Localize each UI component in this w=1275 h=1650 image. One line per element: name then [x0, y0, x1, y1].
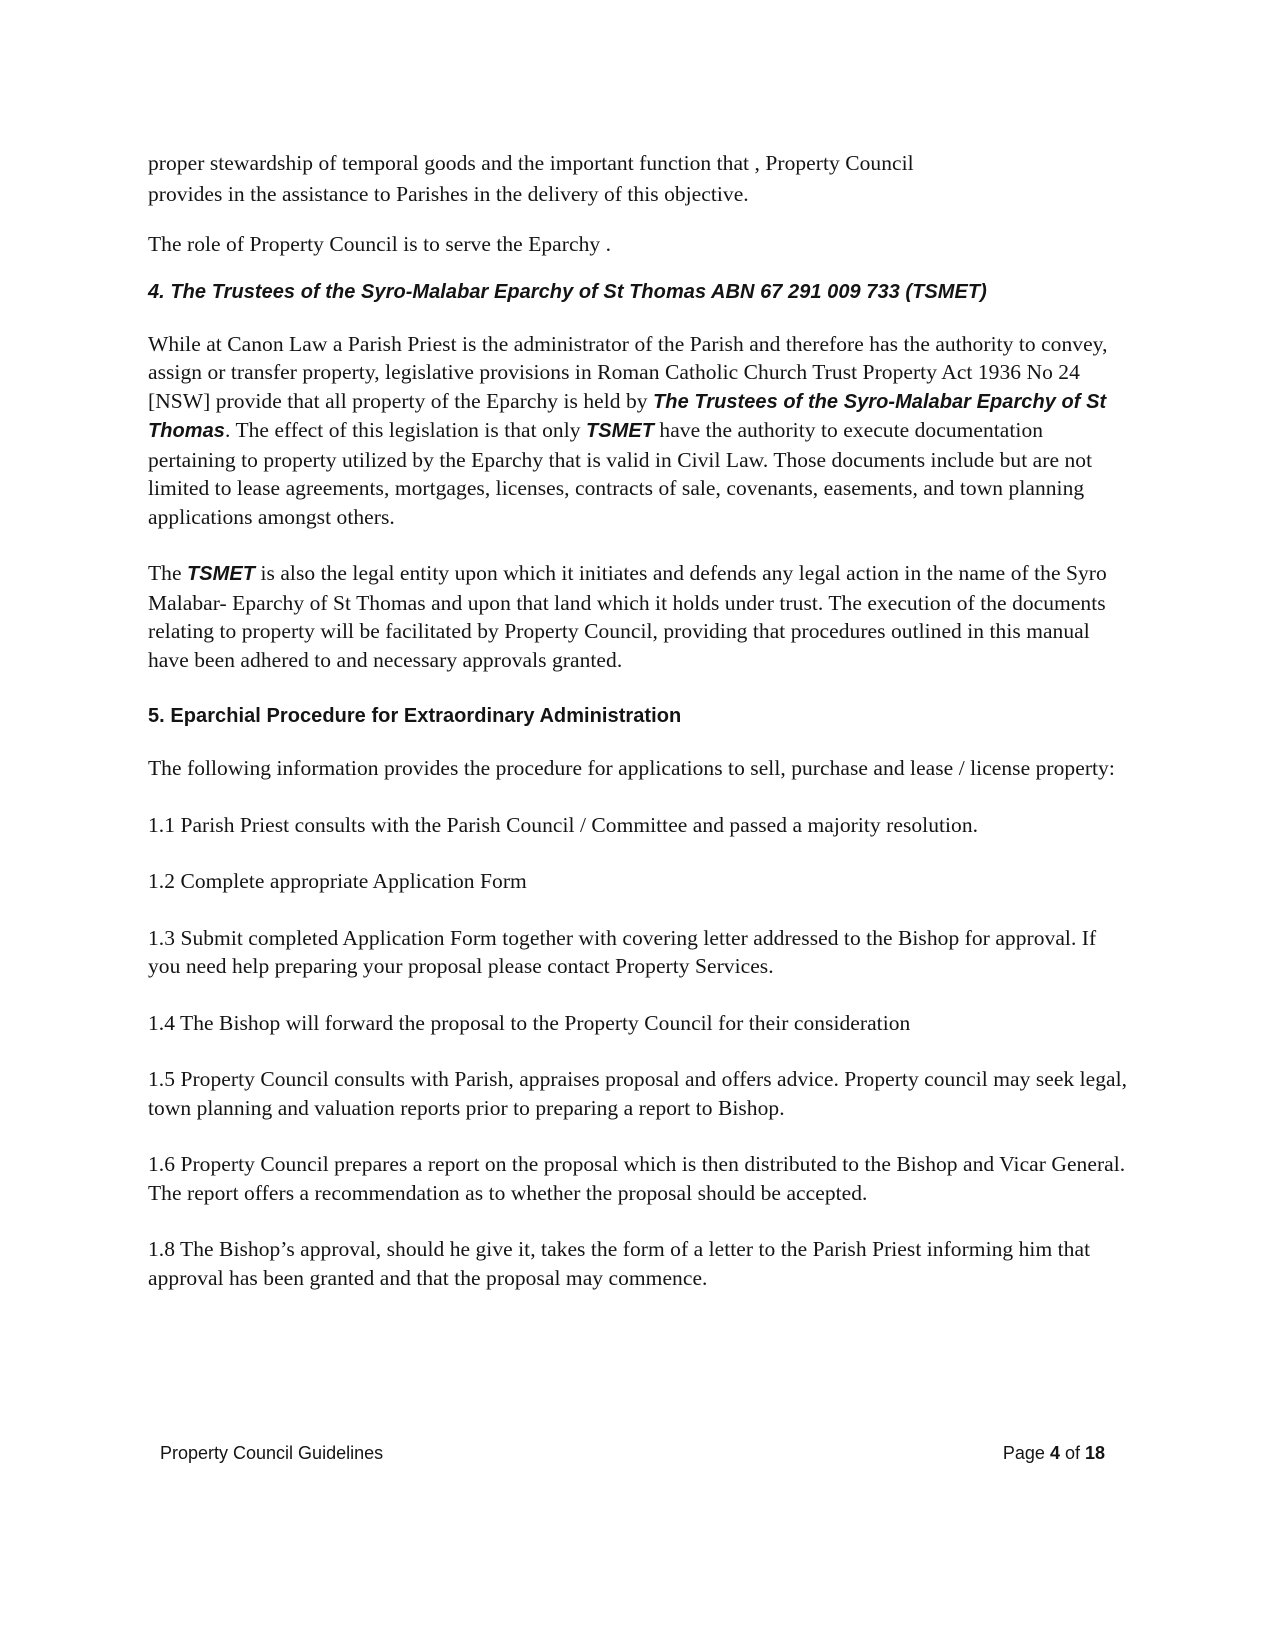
procedure-step: 1.4 The Bishop will forward the proposal to the Property Council for their consideration: [148, 1010, 911, 1035]
procedure-intro: The following information provides the procedure for applications to sell, purchase and lease / license property:: [148, 756, 1115, 780]
section-4-heading: 4. The Trustees of the Syro-Malabar Eparchy of St Thomas ABN 67 291 009 733 (TSMET): [148, 280, 987, 303]
section-5-heading: 5. Eparchial Procedure for Extraordinary Administration: [148, 705, 682, 727]
tsmet-p1-text-2: . The effect of this legislation is that only: [224, 418, 586, 442]
procedure-step: 1.6 Property Council prepares a report on the proposal which is then distributed to the Bishop and Vicar General. The report offers a recommendation as to whether the proposal should be accepted.: [148, 1152, 1126, 1205]
intro-line-1: proper stewardship of temporal goods and the important function that , Property Council: [148, 151, 914, 175]
intro-paragraph: [148, 148, 1133, 210]
tsmet-paragraph-1: [148, 330, 1133, 532]
trustees-name-emphasis: The Trustees of the Syro-Malabar Eparchy of St Thomas: [148, 390, 1107, 442]
procedure-step: 1.8 The Bishop’s approval, should he give it, takes the form of a letter to the Parish Priest informing him that approval has been granted and that the proposal may commence.: [148, 1237, 1091, 1290]
role-paragraph: The role of Property Council is to serve the Eparchy .: [148, 232, 612, 256]
procedure-step: 1.5 Property Council consults with Parish, appraises proposal and offers advice. Property council may seek legal, town planning and valuation reports prior to preparing a report to Bishop.: [148, 1067, 1128, 1120]
procedure-step: 1.2 Complete appropriate Application Form: [148, 869, 527, 893]
procedure-step: 1.1 Parish Priest consults with the Parish Council / Committee and passed a majority resolution.: [148, 812, 979, 837]
tsmet-paragraph-2: [148, 559, 1133, 674]
page-number: [1003, 1440, 1105, 1466]
footer-title: Property Council Guidelines: [160, 1443, 384, 1463]
tsmet-emphasis: TSMET: [187, 563, 256, 585]
tsmet-p1-text-3: have the authority to execute documentation pertaining to property utilized by the Eparchy that is valid in Civil Law. Those documents include but are not limited to lease agreements, mortgages, licenses, contracts of sale, covenants, easements, and town planning applications amongst others.: [148, 418, 1093, 529]
page-prefix: Page: [1002, 1443, 1050, 1463]
tsmet-p1-text-1: While at Canon Law a Parish Priest is the administrator of the Parish and therefore has the authority to convey, assign or transfer property, legislative provisions in Roman Catholic Church Trust Property Act 1936 No 24 [NSW] provide that all property of the Eparchy is held by: [148, 331, 1108, 413]
tsmet-p2-text-1: The: [148, 561, 188, 585]
page-content: [148, 148, 1133, 1320]
tsmet-p2-text-2: is also the legal entity upon which it initiates and defends any legal action in the name of the Syro Malabar- Eparchy of St Thomas and upon that land which it holds under trust. The execution of the documents relating to property will be facilitated by Property Council, providing that procedures outlined in this manual have been adhered to and necessary approvals granted.: [148, 561, 1107, 672]
tsmet-emphasis: TSMET: [585, 420, 654, 442]
page-of: of: [1059, 1443, 1085, 1463]
intro-line-2: provides in the assistance to Parishes in the delivery of this objective.: [148, 182, 749, 206]
procedure-step: 1.3 Submit completed Application Form together with covering letter addressed to the Bishop for approval. If you need help preparing your proposal please contact Property Services.: [148, 925, 1097, 978]
current-page: 4: [1049, 1443, 1060, 1463]
total-pages: 18: [1084, 1443, 1105, 1463]
